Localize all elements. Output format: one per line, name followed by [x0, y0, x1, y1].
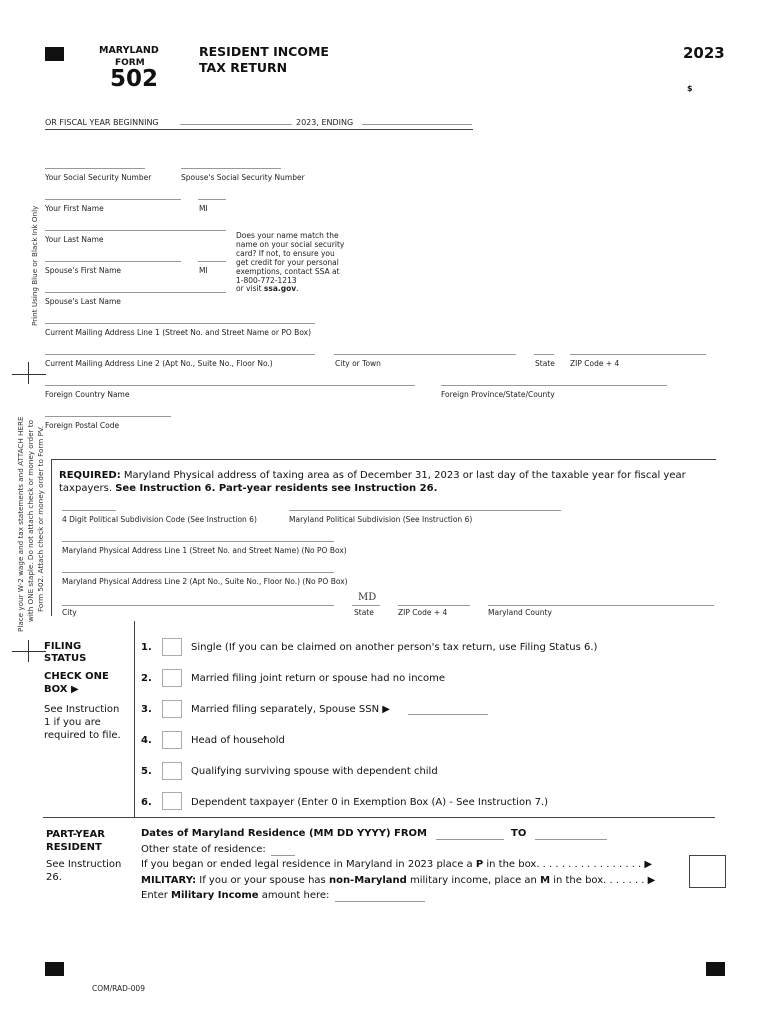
form-title-line1: RESIDENT INCOME [199, 44, 329, 59]
enter-bold: Military Income [171, 890, 259, 901]
part-year-see-1: See Instruction [46, 859, 122, 870]
md-county-label: Maryland County [488, 608, 552, 617]
staple-mark-top-h [12, 374, 46, 375]
spouse-first-name-input[interactable] [45, 261, 181, 262]
address-line2-label: Current Mailing Address Line 2 (Apt No., Suite No., Floor No.) [45, 359, 273, 368]
form-title-line2: TAX RETURN [199, 60, 288, 75]
form-word: FORM [115, 58, 145, 68]
filing-status-bottom-rule [43, 817, 715, 818]
physical-address-line1-input[interactable] [62, 541, 334, 542]
physical-address-line2-input[interactable] [62, 572, 334, 573]
form-number: 502 [110, 66, 159, 92]
enter-text-b: amount here: [258, 890, 330, 901]
filing-option-2-number: 2. [141, 673, 152, 684]
foreign-postal-input[interactable] [45, 416, 171, 417]
required-text-2a: taxpayers. [59, 483, 116, 494]
first-name-input[interactable] [45, 199, 181, 200]
filing-option-3-checkbox[interactable] [162, 700, 182, 718]
form-code: COM/RAD-009 [92, 984, 145, 993]
note-line-7 [236, 285, 344, 294]
note-line-3: card? If not, to ensure you [236, 248, 335, 258]
filing-option-4-number: 4. [141, 735, 152, 746]
began-ended-residence-line [141, 859, 652, 870]
mi-label: MI [199, 204, 208, 213]
state-label: State [535, 359, 555, 368]
foreign-province-label: Foreign Province/State/County [441, 390, 555, 399]
spouse-ssn-label: Spouse's Social Security Number [181, 173, 305, 182]
city-input[interactable] [334, 354, 516, 355]
note-line-6: 1-800-772-1213 [236, 275, 297, 285]
required-lead: REQUIRED: [59, 470, 121, 481]
attach-instruction-2: with ONE staple. Do not attach check or money order to [26, 420, 35, 622]
other-state-label: Other state of residence: [141, 844, 266, 855]
required-line-2 [59, 482, 709, 495]
fiscal-year-ending-label: 2023, ENDING [296, 118, 354, 127]
military-income-input[interactable] [335, 901, 425, 902]
note-line-5: exemptions, contact SSA at [236, 266, 340, 276]
zip-input[interactable] [570, 354, 706, 355]
began-text-a: If you began or ended legal residence in Maryland in 2023 place a [141, 859, 476, 870]
military-text-a: If you or your spouse has [196, 875, 329, 886]
md-zip-label: ZIP Code + 4 [398, 608, 448, 617]
filing-see-instruction [44, 703, 121, 742]
md-zip-input[interactable] [398, 605, 470, 606]
fiscal-year-begin-label: OR FISCAL YEAR BEGINNING [45, 118, 159, 127]
registration-mark-bottom-left [45, 962, 64, 976]
tax-year: 2023 [683, 44, 725, 62]
began-text-b: in the box. . . . . . . . . . . . . . . . . ▶ [483, 859, 653, 870]
filing-see-2: 1 if you are [44, 717, 101, 728]
filing-option-5-checkbox[interactable] [162, 762, 182, 780]
spouse-last-name-input[interactable] [45, 292, 226, 293]
filing-status-title-1: FILING [44, 641, 82, 652]
registration-mark-top-left [45, 47, 64, 61]
enter-text-a: Enter [141, 890, 172, 901]
required-text-1: Maryland Physical address of taxing area as of December 31, 2023 or last day of the taxable year for fiscal year [120, 470, 686, 481]
part-year-see-instruction [46, 858, 121, 884]
staple-mark-bottom-h [12, 651, 46, 652]
residence-dates-label: Dates of Maryland Residence (MM DD YYYY) FROM [141, 828, 427, 839]
residence-to-input[interactable] [535, 839, 607, 840]
staple-mark-bottom-v [28, 640, 29, 662]
part-year-military-box[interactable] [689, 855, 726, 888]
other-state-input[interactable] [271, 855, 295, 856]
staple-mark-top-v [28, 362, 29, 384]
military-text-c: in the box. . . . . . . ▶ [550, 875, 656, 886]
md-city-label: City [62, 608, 77, 617]
attach-instruction-1: Place your W-2 wage and tax statements and ATTACH HERE [16, 416, 25, 632]
filing-status-divider [134, 621, 135, 817]
filing-option-4-checkbox[interactable] [162, 731, 182, 749]
physical-address-line1-label: Maryland Physical Address Line 1 (Street No. and Street Name) (No PO Box) [62, 546, 347, 555]
filing-option-5-number: 5. [141, 766, 152, 777]
filing-option-3-number: 3. [141, 704, 152, 715]
note-line-2: name on your social security [236, 239, 345, 249]
ssa-link[interactable]: ssa.gov [263, 284, 297, 294]
first-name-label: Your First Name [45, 204, 104, 213]
filing-option-6-number: 6. [141, 797, 152, 808]
note-line-4: get credit for your personal [236, 257, 339, 267]
state-name: MARYLAND [99, 45, 159, 56]
md-state-value: MD [358, 592, 377, 603]
spouse-mi-input[interactable] [198, 261, 226, 262]
subdivision-name-input[interactable] [289, 510, 561, 511]
part-year-title-2: RESIDENT [46, 842, 102, 853]
fiscal-end-input[interactable] [362, 124, 472, 125]
state-input[interactable] [534, 354, 554, 355]
ssn-label: Your Social Security Number [45, 173, 152, 182]
foreign-province-input[interactable] [441, 385, 667, 386]
spouse-ssn-separate-input[interactable] [408, 714, 488, 715]
filing-option-1-number: 1. [141, 642, 152, 653]
note-period: . [296, 284, 299, 294]
check-one-line-2: BOX ▶ [44, 684, 79, 695]
city-label: City or Town [335, 359, 381, 368]
ink-instruction: Print Using Blue or Black Ink Only [30, 205, 39, 326]
fiscal-rule [45, 129, 473, 130]
fiscal-begin-input[interactable] [180, 124, 292, 125]
filing-option-3-label: Married filing separately, Spouse SSN ▶ [191, 704, 390, 715]
zip-label: ZIP Code + 4 [570, 359, 620, 368]
attach-instruction-3: Form 502. Attach check or money order to Form PV. [36, 425, 45, 612]
name-match-note [236, 232, 344, 294]
last-name-label: Your Last Name [45, 235, 104, 244]
filing-option-2-checkbox[interactable] [162, 669, 182, 687]
began-p: P [475, 859, 484, 870]
military-text-b: military income, place an [406, 875, 541, 886]
md-state-label: State [354, 608, 374, 617]
part-year-title-1: PART-YEAR [46, 829, 105, 840]
military-bold: non-Maryland [328, 875, 407, 886]
address-line1-label: Current Mailing Address Line 1 (Street No. and Street Name or PO Box) [45, 328, 312, 337]
md-county-input[interactable] [488, 605, 714, 606]
filing-option-6-label: Dependent taxpayer (Enter 0 in Exemption Box (A) - See Instruction 7.) [191, 797, 549, 808]
filing-see-3: required to file. [44, 730, 121, 741]
foreign-country-input[interactable] [45, 385, 415, 386]
military-income-line [141, 890, 329, 901]
military-m: M [540, 875, 551, 886]
residence-from-input[interactable] [436, 839, 504, 840]
note-visit: or visit [236, 284, 264, 294]
md-state-input[interactable] [352, 605, 380, 606]
filing-option-2-label: Married filing joint return or spouse had no income [191, 673, 446, 684]
subdivision-code-label: 4 Digit Political Subdivision Code (See Instruction 6) [62, 515, 257, 524]
residence-to-label: TO [511, 828, 527, 839]
military-line [141, 875, 655, 886]
note-line-1: Does your name match the [236, 231, 339, 240]
filing-option-1-label: Single (If you can be claimed on another person's tax return, use Filing Status 6.) [191, 642, 598, 653]
md-city-input[interactable] [62, 605, 334, 606]
subdivision-name-label: Maryland Political Subdivision (See Instruction 6) [289, 515, 473, 524]
ssn-input[interactable] [45, 168, 145, 169]
required-text [59, 469, 709, 495]
foreign-postal-label: Foreign Postal Code [45, 421, 120, 430]
filing-option-1-checkbox[interactable] [162, 638, 182, 656]
dollar-sign: $ [687, 84, 693, 93]
spouse-mi-label: MI [199, 266, 208, 275]
military-lead: MILITARY: [141, 875, 197, 886]
required-line-1 [59, 469, 709, 482]
spouse-ssn-input[interactable] [181, 168, 281, 169]
spouse-last-name-label: Spouse's Last Name [45, 297, 121, 306]
address-line2-input[interactable] [45, 354, 315, 355]
spouse-first-name-label: Spouse's First Name [45, 266, 122, 275]
last-name-input[interactable] [45, 230, 226, 231]
registration-mark-bottom-right [706, 962, 725, 976]
filing-status-title-2: STATUS [44, 653, 87, 664]
part-year-see-2: 26. [46, 872, 62, 883]
filing-see-1: See Instruction [44, 704, 120, 715]
filing-option-4-label: Head of household [191, 735, 285, 746]
required-text-2b: See Instruction 6. Part-year residents see Instruction 26. [115, 483, 438, 494]
filing-option-6-checkbox[interactable] [162, 792, 182, 810]
subdivision-code-input[interactable] [62, 510, 116, 511]
foreign-country-label: Foreign Country Name [45, 390, 130, 399]
filing-option-5-label: Qualifying surviving spouse with dependent child [191, 766, 438, 777]
physical-address-line2-label: Maryland Physical Address Line 2 (Apt No., Suite No., Floor No.) (No PO Box) [62, 577, 348, 586]
mi-input[interactable] [198, 199, 226, 200]
address-line1-input[interactable] [45, 323, 315, 324]
check-one-line-1: CHECK ONE [44, 671, 109, 682]
